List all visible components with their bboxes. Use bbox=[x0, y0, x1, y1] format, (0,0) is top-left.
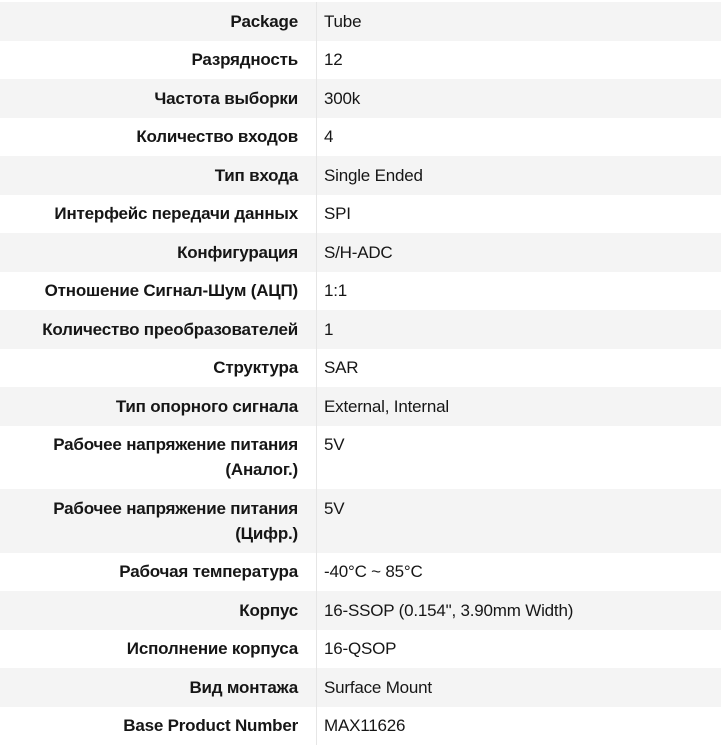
spec-row-mounting-type bbox=[0, 668, 721, 707]
spec-label: Интерфейс передачи данных bbox=[0, 195, 317, 234]
spec-value: 12 bbox=[317, 41, 721, 80]
spec-row-configuration bbox=[0, 233, 721, 272]
spec-row-base-product-number bbox=[0, 707, 721, 745]
spec-label: Количество преобразователей bbox=[0, 310, 317, 349]
spec-value: SPI bbox=[317, 195, 721, 234]
spec-value: MAX11626 bbox=[317, 707, 721, 745]
spec-row-snr bbox=[0, 272, 721, 311]
spec-value: SAR bbox=[317, 349, 721, 388]
spec-row-supplier-package bbox=[0, 630, 721, 669]
spec-label: Структура bbox=[0, 349, 317, 388]
spec-row-package-case bbox=[0, 591, 721, 630]
spec-value: Single Ended bbox=[317, 156, 721, 195]
spec-label: Корпус bbox=[0, 591, 317, 630]
spec-label: Тип опорного сигнала bbox=[0, 387, 317, 426]
spec-value: 16-SSOP (0.154", 3.90mm Width) bbox=[317, 591, 721, 630]
spec-label: Частота выборки bbox=[0, 79, 317, 118]
spec-row-structure bbox=[0, 349, 721, 388]
spec-row-sample-rate bbox=[0, 79, 721, 118]
spec-value: 300k bbox=[317, 79, 721, 118]
spec-label: Тип входа bbox=[0, 156, 317, 195]
spec-label: Отношение Сигнал-Шум (АЦП) bbox=[0, 272, 317, 311]
spec-row-operating-temp bbox=[0, 553, 721, 592]
spec-value: 4 bbox=[317, 118, 721, 157]
spec-label: Рабочее напряжение питания (Аналог.) bbox=[0, 426, 317, 490]
spec-value: Surface Mount bbox=[317, 668, 721, 707]
spec-row-interface bbox=[0, 195, 721, 234]
spec-value: 1 bbox=[317, 310, 721, 349]
spec-row-input-count bbox=[0, 118, 721, 157]
spec-label: Рабочее напряжение питания (Цифр.) bbox=[0, 489, 317, 553]
spec-value: S/H-ADC bbox=[317, 233, 721, 272]
spec-value: 5V bbox=[317, 426, 721, 490]
spec-label: Исполнение корпуса bbox=[0, 630, 317, 669]
spec-value: 1:1 bbox=[317, 272, 721, 311]
spec-label: Base Product Number bbox=[0, 707, 317, 745]
spec-label: Рабочая температура bbox=[0, 553, 317, 592]
spec-row-resolution bbox=[0, 41, 721, 80]
spec-value: -40°C ~ 85°C bbox=[317, 553, 721, 592]
spec-row-input-type bbox=[0, 156, 721, 195]
spec-row-supply-analog bbox=[0, 426, 721, 490]
spec-label: Количество входов bbox=[0, 118, 317, 157]
spec-row-supply-digital bbox=[0, 489, 721, 553]
spec-value: External, Internal bbox=[317, 387, 721, 426]
spec-label: Package bbox=[0, 2, 317, 41]
spec-label: Конфигурация bbox=[0, 233, 317, 272]
spec-row-reference-type bbox=[0, 387, 721, 426]
spec-value: 5V bbox=[317, 489, 721, 553]
spec-label: Вид монтажа bbox=[0, 668, 317, 707]
spec-row-converter-count bbox=[0, 310, 721, 349]
spec-value: Tube bbox=[317, 2, 721, 41]
spec-value: 16-QSOP bbox=[317, 630, 721, 669]
spec-row-package bbox=[0, 2, 721, 41]
spec-table bbox=[0, 2, 721, 745]
spec-label: Разрядность bbox=[0, 41, 317, 80]
